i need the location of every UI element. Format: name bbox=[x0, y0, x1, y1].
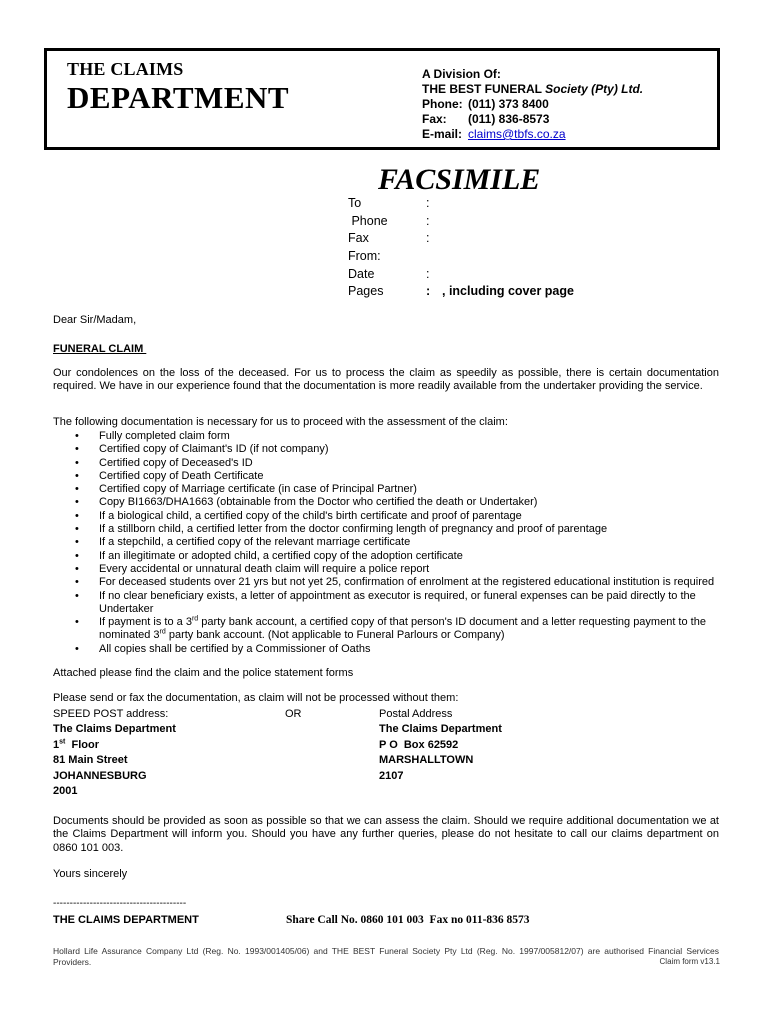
list-item: • If a stepchild, a certified copy of the relevant marriage certificate bbox=[75, 536, 411, 549]
address-line: The Claims Department bbox=[53, 723, 176, 736]
list-item: • Certified copy of Claimant's ID (if not company) bbox=[75, 443, 329, 456]
list-intro: The following documentation is necessary for us to proceed with the assessment of the claim: bbox=[53, 416, 508, 428]
form-version: Claim form v13.1 bbox=[659, 957, 720, 966]
greeting: Dear Sir/Madam, bbox=[53, 314, 137, 326]
list-item: • If no clear beneficiary exists, a letter of appointment as executor is required, or funeral expenses can be paid directly to the Undertaker bbox=[75, 589, 696, 615]
email-link[interactable]: claims@tbfs.co.za bbox=[468, 127, 566, 141]
postal-address bbox=[379, 707, 502, 784]
documentation-list bbox=[53, 430, 719, 656]
list-item: • If an illegitimate or adopted child, a certified copy of the adoption certificate bbox=[75, 549, 463, 562]
address-line: JOHANNESBURG bbox=[53, 769, 147, 782]
division-label: A Division Of: bbox=[422, 67, 501, 81]
speed-post-label: SPEED POST address: bbox=[53, 708, 169, 720]
share-call-line: Share Call No. 0860 101 003 Fax no 011-836 8573 bbox=[286, 914, 530, 926]
list-item: • Copy BI1663/DHA1663 (obtainable from the Doctor who certified the death or Undertaker) bbox=[75, 496, 538, 509]
list-item: • Fully completed claim form bbox=[75, 430, 230, 442]
closing-paragraph: Documents should be provided as soon as possible so that we can assess the claim. Should we require additional documentation we at the Claims Department will inform you. Should you have any further queries, please do not hesitate to call our claims department on 0860 101 003. bbox=[53, 815, 719, 854]
or-label: OR bbox=[285, 708, 302, 720]
subject-line bbox=[53, 343, 719, 356]
letterhead-title-big: DEPARTMENT bbox=[67, 80, 290, 115]
list-item: • All copies shall be certified by a Commissioner of Oaths bbox=[75, 642, 371, 655]
address-line: 81 Main Street bbox=[53, 754, 128, 767]
email-line: E-mail: claims@tbfs.co.za bbox=[422, 127, 566, 141]
phone-line: Phone: (011) 373 8400 bbox=[422, 97, 549, 111]
letterhead-box bbox=[44, 48, 720, 150]
list-item: • If a biological child, a certified copy of the child's birth certificate and proof of parentage bbox=[75, 509, 522, 522]
signature-line: ---------------------------------------- bbox=[53, 898, 187, 909]
fax-line: Fax: (011) 836-8573 bbox=[422, 112, 550, 126]
address-line: MARSHALLTOWN bbox=[379, 754, 474, 767]
signature-name: THE CLAIMS DEPARTMENT bbox=[53, 914, 199, 926]
postal-label: Postal Address bbox=[379, 708, 453, 720]
address-line: 1st Floor bbox=[53, 738, 99, 751]
attached-note: Attached please find the claim and the police statement forms bbox=[53, 667, 354, 679]
address-line: 2107 bbox=[379, 769, 404, 782]
list-item: • Certified copy of Marriage certificate (in case of Principal Partner) bbox=[75, 483, 417, 496]
list-item: • Every accidental or unnatural death claim will require a police report bbox=[75, 562, 430, 575]
speed-post-address bbox=[53, 707, 176, 799]
list-item: • For deceased students over 21 yrs but not yet 25, confirmation of enrolment at the registered educational institution is required bbox=[75, 576, 715, 589]
facsimile-fields bbox=[348, 195, 574, 301]
address-line: P O Box 62592 bbox=[379, 738, 459, 751]
address-line: 2001 bbox=[53, 785, 78, 798]
fax-field-fax: Fax : bbox=[348, 231, 430, 246]
list-item: • Certified copy of Death Certificate bbox=[75, 469, 264, 482]
list-item: • If a stillborn child, a certified letter from the doctor confirming length of pregnancy and proof of parentage bbox=[75, 523, 608, 536]
facsimile-title: FACSIMILE bbox=[378, 163, 541, 196]
company-name: THE BEST FUNERAL Society (Pty) Ltd. bbox=[422, 82, 644, 96]
address-line: The Claims Department bbox=[379, 723, 502, 736]
fax-field-date: Date : bbox=[348, 266, 430, 281]
company-contact-block bbox=[422, 67, 643, 142]
list-item: • Certified copy of Deceased's ID bbox=[75, 456, 253, 469]
list-item: • If payment is to a 3rd party bank account, a certified copy of that person's ID document and a letter requesting payment to the nominated 3rd party bank account. (Not applicable to Funeral Parlours or Company) bbox=[75, 615, 706, 642]
intro-paragraph: Our condolences on the loss of the deceased. For us to process the claim as speedily as possible, there is certain documentation required. We have in our experience found that the documentation is more readily available from the undertaker providing the service. bbox=[53, 367, 719, 393]
fax-field-phone: Phone : bbox=[348, 213, 430, 228]
send-instructions: Please send or fax the documentation, as claim will not be processed without them: bbox=[53, 692, 459, 704]
fax-field-from: From: bbox=[348, 249, 381, 264]
legal-footer: Hollard Life Assurance Company Ltd (Reg. No. 1993/001405/06) and THE BEST Funeral Society Pty Ltd (Reg. No. 1997/005812/07) are authorised Financial Services Providers. bbox=[53, 946, 719, 967]
sign-off: Yours sincerely bbox=[53, 868, 128, 880]
subject-heading: FUNERAL CLAIM bbox=[53, 343, 147, 355]
fax-field-pages: Pages : , including cover page bbox=[348, 284, 574, 299]
letterhead-title-small: THE CLAIMS bbox=[67, 59, 184, 79]
fax-field-to: To : bbox=[348, 196, 430, 210]
